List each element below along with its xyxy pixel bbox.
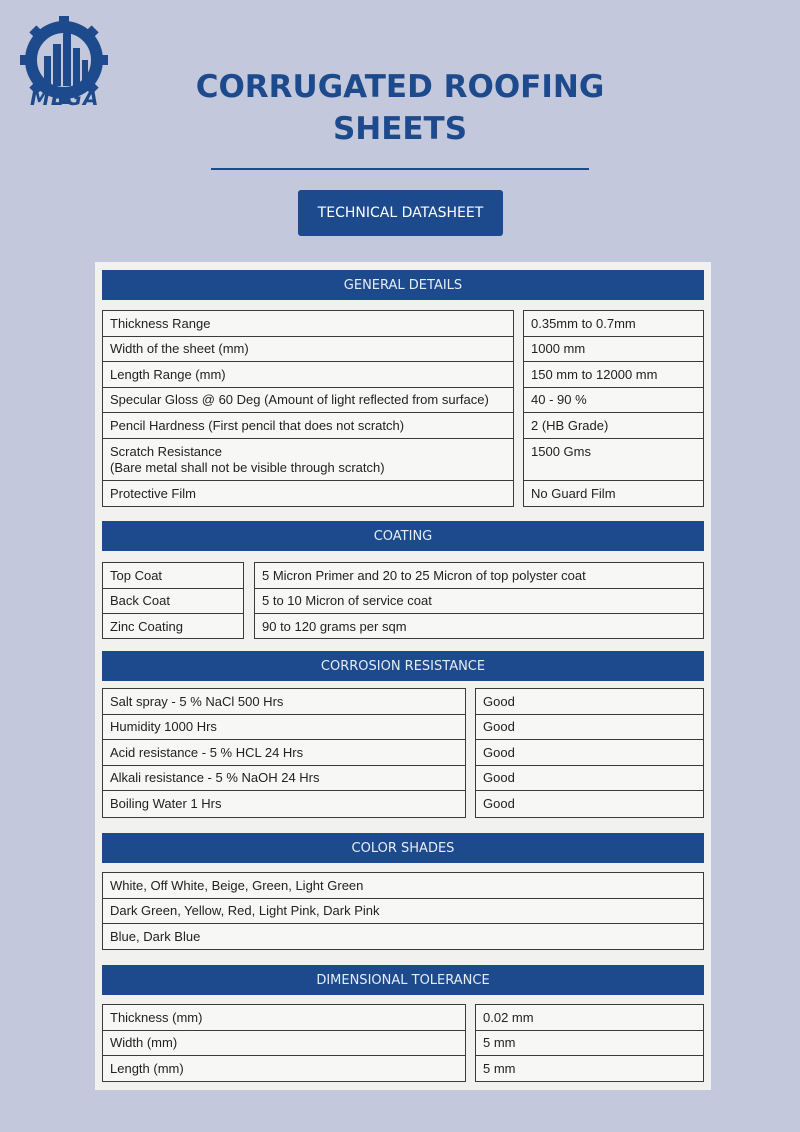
- datasheet-panel: [95, 262, 711, 1090]
- row-value: Good: [483, 744, 515, 760]
- table-row: [255, 614, 703, 640]
- table-row: [476, 1005, 703, 1031]
- row-label: Acid resistance - 5 % HCL 24 Hrs: [110, 744, 304, 760]
- row-label: Specular Gloss @ 60 Deg (Amount of light reflected from surface): [110, 392, 489, 408]
- table-row: [103, 362, 513, 388]
- table-row: [103, 614, 243, 640]
- coating-labels-table: [102, 562, 244, 639]
- table-row: [476, 715, 703, 741]
- table-row: [103, 873, 703, 899]
- row-label: [110, 444, 385, 476]
- corrosion-resistance-header: CORROSION RESISTANCE: [102, 651, 704, 681]
- row-label: Zinc Coating: [110, 619, 183, 635]
- row-label: Pencil Hardness (First pencil that does not scratch): [110, 417, 405, 433]
- table-row: [476, 1031, 703, 1057]
- table-row: [103, 1031, 465, 1057]
- table-row: [103, 439, 513, 481]
- row-value: 0.35mm to 0.7mm: [531, 315, 636, 331]
- table-row: [103, 924, 703, 950]
- row-label: Protective Film: [110, 485, 196, 501]
- table-row: [103, 791, 465, 817]
- page-title: [0, 66, 800, 150]
- general-details-header: GENERAL DETAILS: [102, 270, 704, 300]
- table-row: [476, 791, 703, 817]
- table-row: [103, 1056, 465, 1082]
- datasheet-badge: TECHNICAL DATASHEET: [298, 190, 503, 236]
- table-row: [476, 766, 703, 792]
- row-value: 5 mm: [483, 1061, 516, 1077]
- row-label: Humidity 1000 Hrs: [110, 719, 217, 735]
- row-value: 5 Micron Primer and 20 to 25 Micron of top polyster coat: [262, 567, 586, 583]
- title-line-1: CORRUGATED ROOFING: [195, 69, 605, 105]
- row-value: 5 to 10 Micron of service coat: [262, 593, 432, 609]
- table-row: [103, 715, 465, 741]
- row-label: Salt spray - 5 % NaCl 500 Hrs: [110, 693, 284, 709]
- row-label: Alkali resistance - 5 % NaOH 24 Hrs: [110, 770, 320, 786]
- table-row: [476, 689, 703, 715]
- title-divider: [211, 168, 589, 170]
- row-label: Thickness (mm): [110, 1009, 203, 1025]
- row-label: Width of the sheet (mm): [110, 341, 249, 357]
- row-value: Good: [483, 693, 515, 709]
- table-row: [103, 337, 513, 363]
- table-row: [103, 413, 513, 439]
- row-value: 150 mm to 12000 mm: [531, 366, 658, 382]
- general-values-table: [523, 310, 704, 507]
- row-label: Length (mm): [110, 1061, 184, 1077]
- coating-header: COATING: [102, 521, 704, 551]
- table-row: [524, 439, 703, 481]
- table-row: [103, 689, 465, 715]
- table-row: [103, 311, 513, 337]
- row-label: Thickness Range: [110, 315, 211, 331]
- tolerance-labels-table: [102, 1004, 466, 1082]
- table-row: [103, 740, 465, 766]
- row-value: 2 (HB Grade): [531, 417, 609, 433]
- table-row: [255, 563, 703, 589]
- table-row: [524, 311, 703, 337]
- table-row: [103, 766, 465, 792]
- table-row: [524, 388, 703, 414]
- row-label: Back Coat: [110, 593, 170, 609]
- row-value: 1000 mm: [531, 341, 586, 357]
- row-value: Good: [483, 796, 515, 812]
- row-label: Length Range (mm): [110, 366, 226, 382]
- row-value: 90 to 120 grams per sqm: [262, 619, 407, 635]
- row-value: 0.02 mm: [483, 1009, 534, 1025]
- table-row: [524, 413, 703, 439]
- row-label: Width (mm): [110, 1035, 178, 1051]
- table-row: [103, 481, 513, 507]
- row-value: Dark Green, Yellow, Red, Light Pink, Dark Pink: [110, 903, 380, 919]
- corrosion-values-table: [475, 688, 704, 818]
- row-label: Boiling Water 1 Hrs: [110, 796, 222, 812]
- table-row: [524, 481, 703, 507]
- row-label: Top Coat: [110, 567, 163, 583]
- tolerance-values-table: [475, 1004, 704, 1082]
- table-row: [476, 1056, 703, 1082]
- row-value: 40 - 90 %: [531, 392, 587, 408]
- row-value: White, Off White, Beige, Green, Light Green: [110, 877, 364, 893]
- title-line-2: SHEETS: [332, 111, 468, 147]
- row-value: 1500 Gms: [531, 443, 591, 459]
- row-value: Blue, Dark Blue: [110, 929, 201, 945]
- row-label-line-1: Scratch Resistance: [110, 443, 222, 459]
- table-row: [103, 899, 703, 925]
- row-value: 5 mm: [483, 1035, 516, 1051]
- color-shades-header: COLOR SHADES: [102, 833, 704, 863]
- row-label-line-2: (Bare metal shall not be visible through scratch): [110, 459, 385, 475]
- table-row: [103, 563, 243, 589]
- logo-wordmark: MEGA: [30, 86, 100, 110]
- dimensional-tolerance-header: DIMENSIONAL TOLERANCE: [102, 965, 704, 995]
- table-row: [476, 740, 703, 766]
- table-row: [103, 388, 513, 414]
- corrosion-labels-table: [102, 688, 466, 818]
- row-value: Good: [483, 719, 515, 735]
- table-row: [524, 337, 703, 363]
- table-row: [524, 362, 703, 388]
- row-value: No Guard Film: [531, 485, 616, 501]
- table-row: [103, 589, 243, 615]
- coating-values-table: [254, 562, 704, 639]
- table-row: [103, 1005, 465, 1031]
- general-labels-table: [102, 310, 514, 507]
- row-value: Good: [483, 770, 515, 786]
- color-shades-table: [102, 872, 704, 950]
- table-row: [255, 589, 703, 615]
